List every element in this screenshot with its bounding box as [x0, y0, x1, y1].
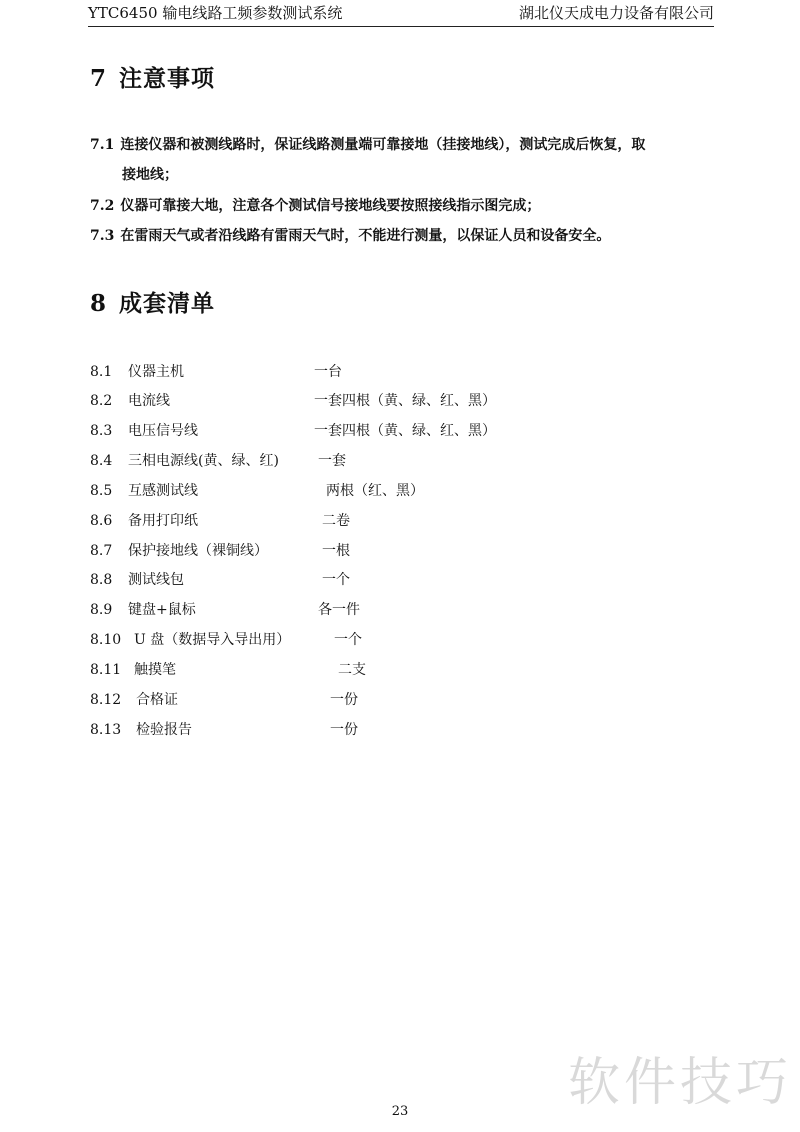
- item-quantity: 一套: [318, 453, 346, 469]
- item-number: 8.9: [90, 602, 113, 618]
- list-item: [90, 599, 590, 621]
- list-item: [90, 689, 590, 711]
- section-8-title: 成套清单: [119, 290, 216, 317]
- item-number: 8.7: [90, 543, 113, 559]
- note-7-1-continuation: 接地线；: [122, 167, 178, 183]
- note-text: 在雷雨天气或者沿线路有雷雨天气时，不能进行测量，以保证人员和设备安全。: [120, 228, 611, 244]
- note-number: 7.1: [90, 137, 115, 153]
- item-quantity: 一套四根（黄、绿、红、黑）: [314, 393, 496, 409]
- item-quantity: 各一件: [318, 602, 360, 618]
- item-quantity: 两根（红、黑）: [326, 483, 424, 499]
- page-header: [88, 2, 714, 27]
- item-name: U 盘（数据导入导出用）: [134, 632, 291, 648]
- item-quantity: 一台: [314, 364, 342, 380]
- item-number: 8.5: [90, 483, 113, 499]
- item-name: 合格证: [136, 692, 178, 708]
- item-number: 8.1: [90, 364, 113, 380]
- header-doc-title: YTC6450 输电线路工频参数测试系统: [88, 4, 343, 22]
- item-name: 键盘+鼠标: [128, 602, 196, 618]
- item-quantity: 一个: [322, 572, 350, 588]
- item-quantity: 一份: [330, 722, 358, 738]
- item-name: 电压信号线: [128, 423, 198, 439]
- section-7-heading: [90, 60, 215, 93]
- note-text: 连接仪器和被测线路时，保证线路测量端可靠接地（挂接地线），测试完成后恢复，取: [120, 137, 646, 153]
- item-number: 8.3: [90, 423, 113, 439]
- header-company: 湖北仪天成电力设备有限公司: [518, 4, 714, 22]
- note-7-1: [90, 135, 720, 155]
- item-number: 8.10: [90, 632, 122, 648]
- watermark: 软件技巧: [567, 1053, 792, 1113]
- item-number: 8.4: [90, 453, 113, 469]
- note-7-3: [90, 226, 720, 246]
- item-quantity: 二卷: [322, 513, 350, 529]
- item-number: 8.11: [90, 662, 122, 678]
- note-7-2: [90, 196, 720, 216]
- item-number: 8.6: [90, 513, 113, 529]
- item-name: 测试线包: [128, 572, 184, 588]
- item-name: 三相电源线(黄、绿、红): [128, 453, 279, 469]
- list-item: [90, 540, 590, 562]
- item-name: 备用打印纸: [128, 513, 198, 529]
- section-7-title: 注意事项: [119, 65, 216, 92]
- note-text: 仪器可靠接大地，注意各个测试信号接地线要按照接线指示图完成；: [120, 198, 541, 214]
- item-quantity: 一套四根（黄、绿、红、黑）: [314, 423, 496, 439]
- list-item: [90, 450, 590, 472]
- section-8-heading: [90, 285, 215, 318]
- section-7-number: 7: [90, 65, 108, 92]
- item-number: 8.2: [90, 393, 113, 409]
- note-number: 7.3: [90, 228, 115, 244]
- note-number: 7.2: [90, 198, 115, 214]
- item-number: 8.8: [90, 572, 113, 588]
- item-name: 触摸笔: [134, 662, 176, 678]
- list-item: [90, 361, 590, 383]
- item-quantity: 一个: [334, 632, 362, 648]
- item-number: 8.12: [90, 692, 122, 708]
- list-item: [90, 569, 590, 591]
- item-name: 互感测试线: [128, 483, 198, 499]
- list-item: [90, 420, 590, 442]
- item-quantity: 一份: [330, 692, 358, 708]
- list-item: [90, 510, 590, 532]
- list-item: [90, 659, 590, 681]
- item-name: 保护接地线（裸铜线）: [128, 543, 268, 559]
- item-quantity: 一根: [322, 543, 350, 559]
- list-item: [90, 390, 590, 412]
- item-number: 8.13: [90, 722, 122, 738]
- list-item: [90, 480, 590, 502]
- item-quantity: 二支: [338, 662, 366, 678]
- item-name: 仪器主机: [128, 364, 184, 380]
- section-8-number: 8: [90, 290, 108, 317]
- list-item: [90, 629, 590, 651]
- item-name: 电流线: [128, 393, 170, 409]
- page-number: 23: [391, 1104, 409, 1119]
- list-item: [90, 719, 590, 741]
- item-name: 检验报告: [136, 722, 192, 738]
